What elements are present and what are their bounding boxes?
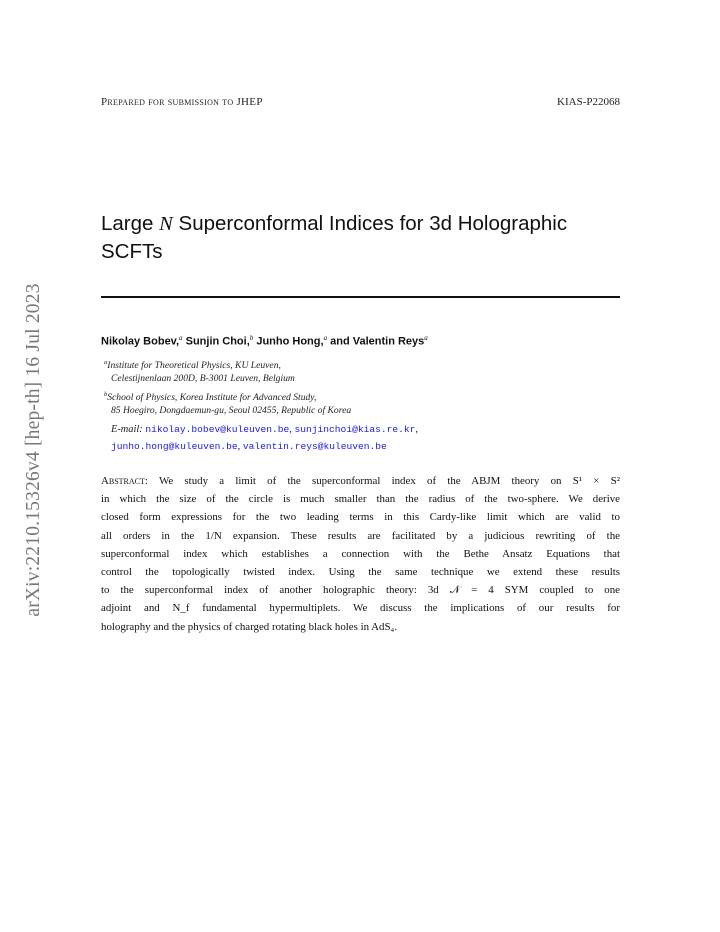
title-part2: Superconformal Indices for 3d Holographic (172, 212, 568, 235)
authors-and: and (330, 335, 350, 348)
author-name: Junho Hong, (256, 335, 324, 348)
affiliation-b-line2: 85 Hoegiro, Dongdaemun-gu, Seoul 02455, Republic of Korea (111, 405, 352, 416)
abstract-line: superconformal index which establishes a connection with the Bethe Ansatz Equations that (101, 547, 620, 560)
email-label: E-mail: (111, 424, 143, 435)
email-link[interactable]: nikolay.bobev@kuleuven.be (145, 424, 290, 435)
affil-mark-b: b (104, 391, 108, 398)
abstract-line: in which the size of the circle is much smaller than the radius of the two-sphere. We derive (101, 493, 620, 506)
author-name: Nikolay Bobev, (101, 335, 180, 348)
arxiv-stamp-text: arXiv:2210.15326v4 [hep-th] 16 Jul 2023 (23, 283, 44, 617)
affil-b-text1: School of Physics, Korea Institute for Advanced Study, (107, 392, 317, 404)
email-line-1: E-mail: nikolay.bobev@kuleuven.be, sunjinchoi@kias.re.kr, (111, 424, 419, 435)
abstract-line: adjoint and N_f fundamental hypermultiplets. We discuss the implications of our results for (101, 602, 620, 615)
affiliation-a-line2: Celestijnenlaan 200D, B-3001 Leuven, Belgium (111, 373, 295, 384)
report-number: KIAS-P22068 (557, 96, 620, 108)
email-link[interactable]: valentin.reys@kuleuven.be (242, 441, 387, 452)
author-name: Sunjin Choi, (185, 335, 250, 348)
affiliation-b-line1 (104, 389, 316, 404)
abstract-label: Abstract: (101, 475, 148, 487)
author-affil-mark: a (323, 334, 328, 342)
title-line2: SCFTs (101, 240, 163, 263)
journal-note: Prepared for submission to JHEP (101, 96, 263, 108)
author-affil-mark: a (179, 334, 183, 342)
affil-a-text1: Institute for Theoretical Physics, KU Leuven, (107, 360, 281, 372)
email-link[interactable]: junho.hong@kuleuven.be (111, 441, 238, 452)
abstract-line: closed form expressions for the two leading terms in this Cardy-like limit which are valid to (101, 511, 620, 524)
abstract-line: holography and the physics of charged rotating black holes in AdS₄. (101, 620, 398, 633)
email-line-2: junho.hong@kuleuven.be, valentin.reys@kuleuven.be (111, 441, 387, 452)
title-math-n: N (159, 213, 173, 235)
abstract (101, 472, 620, 636)
affiliation-a-line1 (104, 357, 281, 372)
author-name: Valentin Reys (352, 335, 425, 348)
title-rule (101, 296, 620, 298)
author-affil-mark: a (424, 334, 428, 342)
abstract-line: control the topologically twisted index. Using the same technique we extend these results (101, 565, 620, 578)
affil-mark-a: a (104, 359, 108, 366)
title-part1: Large (101, 212, 160, 235)
abstract-line: all orders in the 1/N expansion. These results are facilitated by a judicious rewriting of the (101, 529, 620, 542)
abstract-line: to the superconformal index of another holographic theory: 3d 𝒩 = 4 SYM coupled to one (101, 584, 620, 597)
abstract-line: Abstract: We study a limit of the superconformal index of the ABJM theory on S¹ × S² (101, 475, 621, 487)
email-link[interactable]: sunjinchoi@kias.re.kr (294, 424, 416, 435)
author-affil-mark: b (249, 334, 254, 342)
author-list (101, 334, 428, 348)
paper-title (101, 210, 631, 266)
